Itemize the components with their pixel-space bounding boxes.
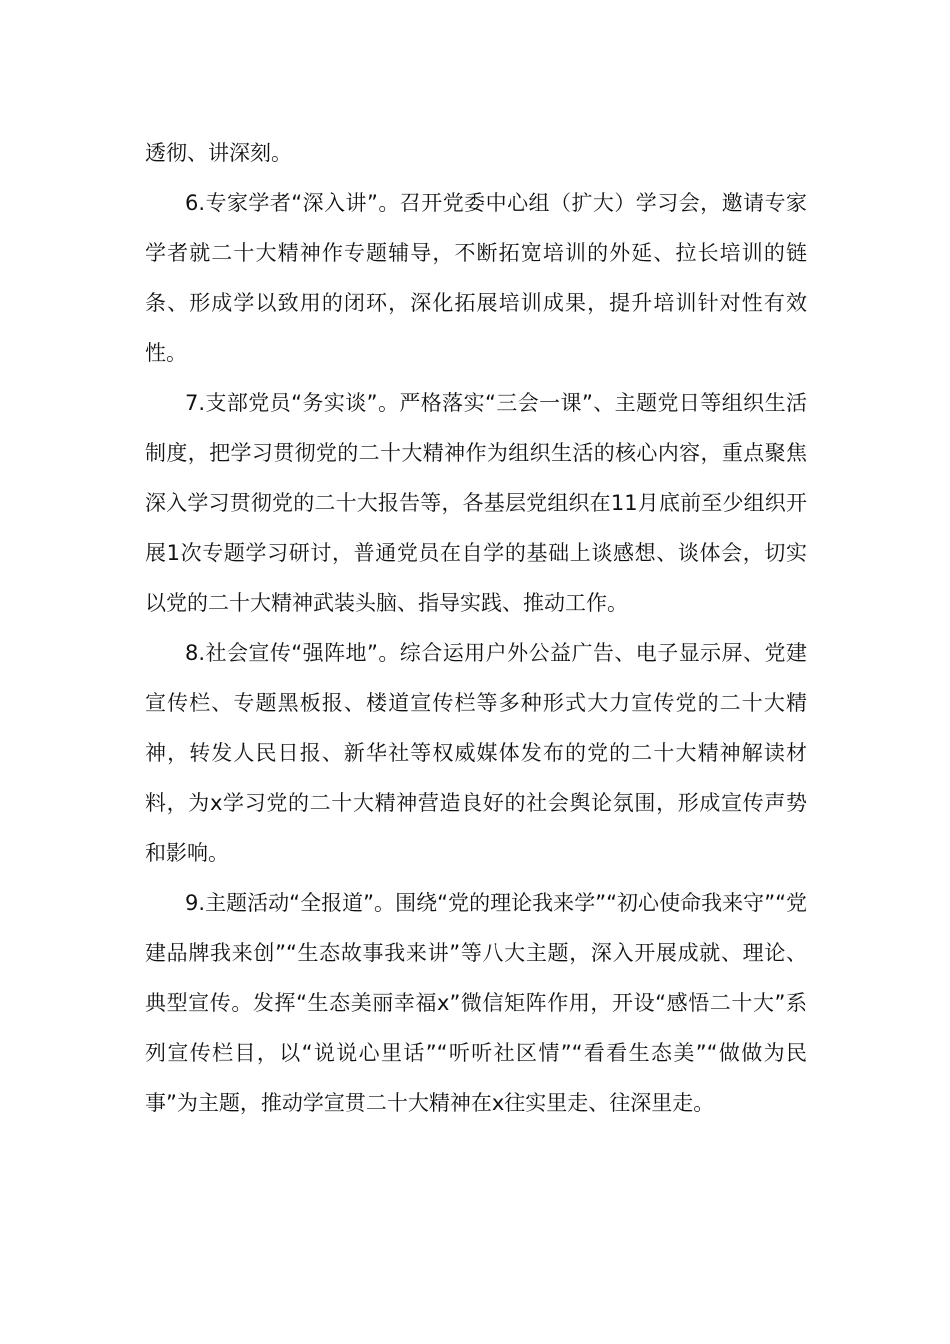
- paragraph-item-6: 6.专家学者“深入讲”。召开党委中心组（扩大）学习会，邀请专家学者就二十大精神作专题辅导，不断拓宽培训的外延、拉长培训的链条、形成学以致用的闭环，深化拓展培训成果，提升培训针对性有效性。: [145, 191, 807, 365]
- paragraph-item-7: 7.支部党员“务实谈”。严格落实“三会一课”、主题党日等组织生活制度，把学习贯彻党的二十大精神作为组织生活的核心内容，重点聚焦深入学习贯彻党的二十大报告等，各基层党组织在11月底前至少组织开展1次专题学习研讨，普通党员在自学的基础上谈感想、谈体会，切实以党的二十大精神武装头脑、指导实践、推动工作。: [145, 391, 807, 615]
- paragraph-continuation: 透彻、讲深刻。: [145, 141, 292, 165]
- document-body: [145, 128, 807, 1128]
- paragraph-item-9: 9.主题活动“全报道”。围绕“党的理论我来学”“初心使命我来守”“党建品牌我来创”“生态故事我来讲”等八大主题，深入开展成就、理论、典型宣传。发挥“生态美丽幸福x”微信矩阵作用，开设“感悟二十大”系列宣传栏目，以“说说心里话”“听听社区情”“看看生态美”“做做为民事”为主题，推动学宣贯二十大精神在x往实里走、往深里走。: [145, 891, 807, 1115]
- paragraph-item-8: 8.社会宣传“强阵地”。综合运用户外公益广告、电子显示屏、党建宣传栏、专题黑板报、楼道宣传栏等多种形式大力宣传党的二十大精神，转发人民日报、新华社等权威媒体发布的党的二十大精神解读材料，为x学习党的二十大精神营造良好的社会舆论氛围，形成宣传声势和影响。: [145, 641, 807, 865]
